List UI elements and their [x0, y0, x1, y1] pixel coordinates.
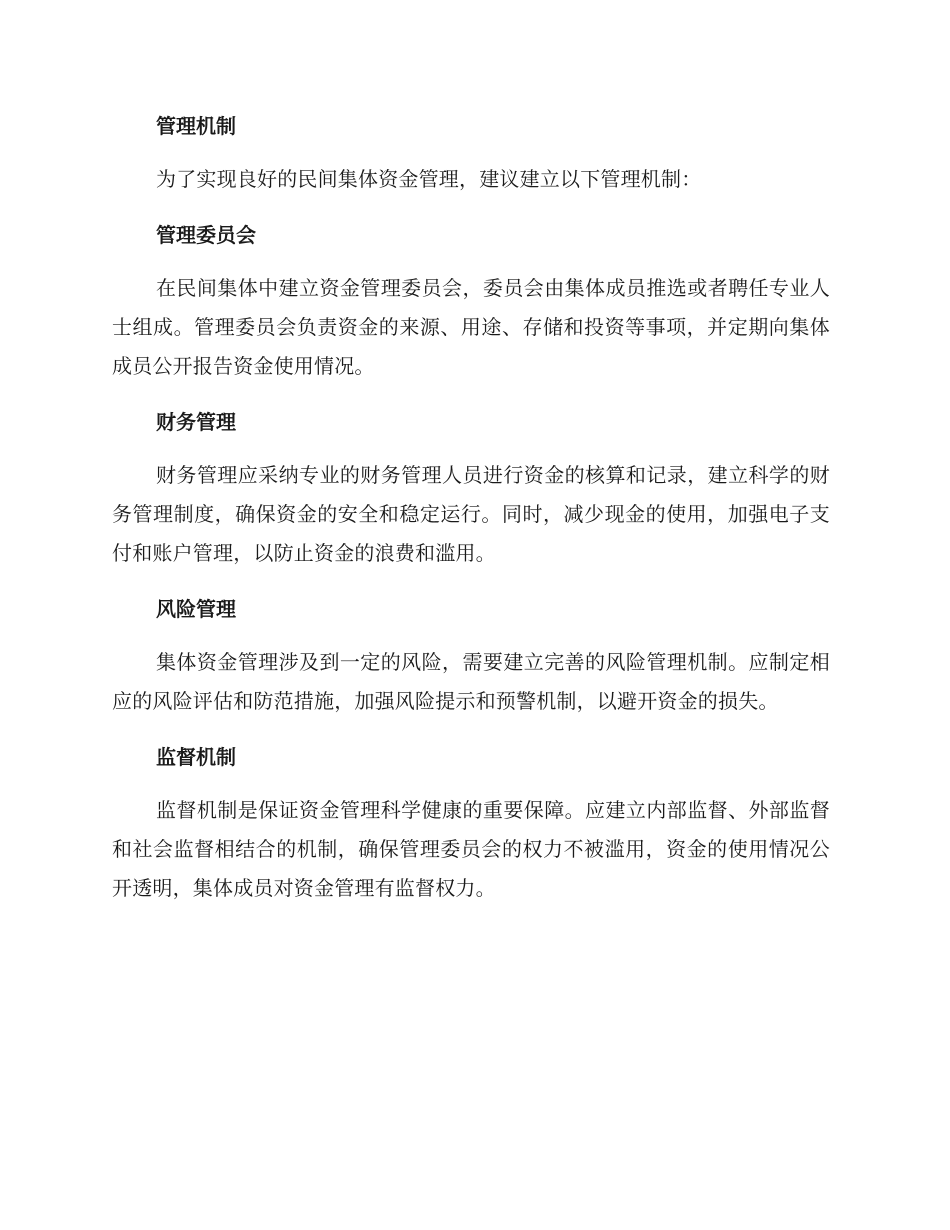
section-paragraph-management-mechanism: 为了实现良好的民间集体资金管理，建议建立以下管理机制：	[156, 167, 702, 191]
section-heading-management-committee: 管理委员会	[156, 223, 256, 247]
section-heading-financial-management: 财务管理	[156, 410, 236, 434]
section-heading-supervision-mechanism: 监督机制	[156, 745, 236, 769]
section-heading-management-mechanism: 管理机制	[156, 114, 236, 138]
document-page	[112, 106, 830, 924]
section-paragraph-management-committee: 在民间集体中建立资金管理委员会，委员会由集体成员推选或者聘任专业人士组成。管理委员会负责资金的来源、用途、存储和投资等事项，并定期向集体成员公开报告资金使用情况。	[112, 276, 830, 378]
section-paragraph-risk-management: 集体资金管理涉及到一定的风险，需要建立完善的风险管理机制。应制定相应的风险评估和防范措施，加强风险提示和预警机制，以避开资金的损失。	[112, 650, 830, 713]
section-paragraph-financial-management: 财务管理应采纳专业的财务管理人员进行资金的核算和记录，建立科学的财务管理制度，确保资金的安全和稳定运行。同时，减少现金的使用，加强电子支付和账户管理，以防止资金的浪费和滥用。	[112, 463, 830, 565]
section-paragraph-supervision-mechanism: 监督机制是保证资金管理科学健康的重要保障。应建立内部监督、外部监督和社会监督相结合的机制，确保管理委员会的权力不被滥用，资金的使用情况公开透明，集体成员对资金管理有监督权力。	[112, 798, 830, 900]
section-heading-risk-management: 风险管理	[156, 597, 236, 621]
